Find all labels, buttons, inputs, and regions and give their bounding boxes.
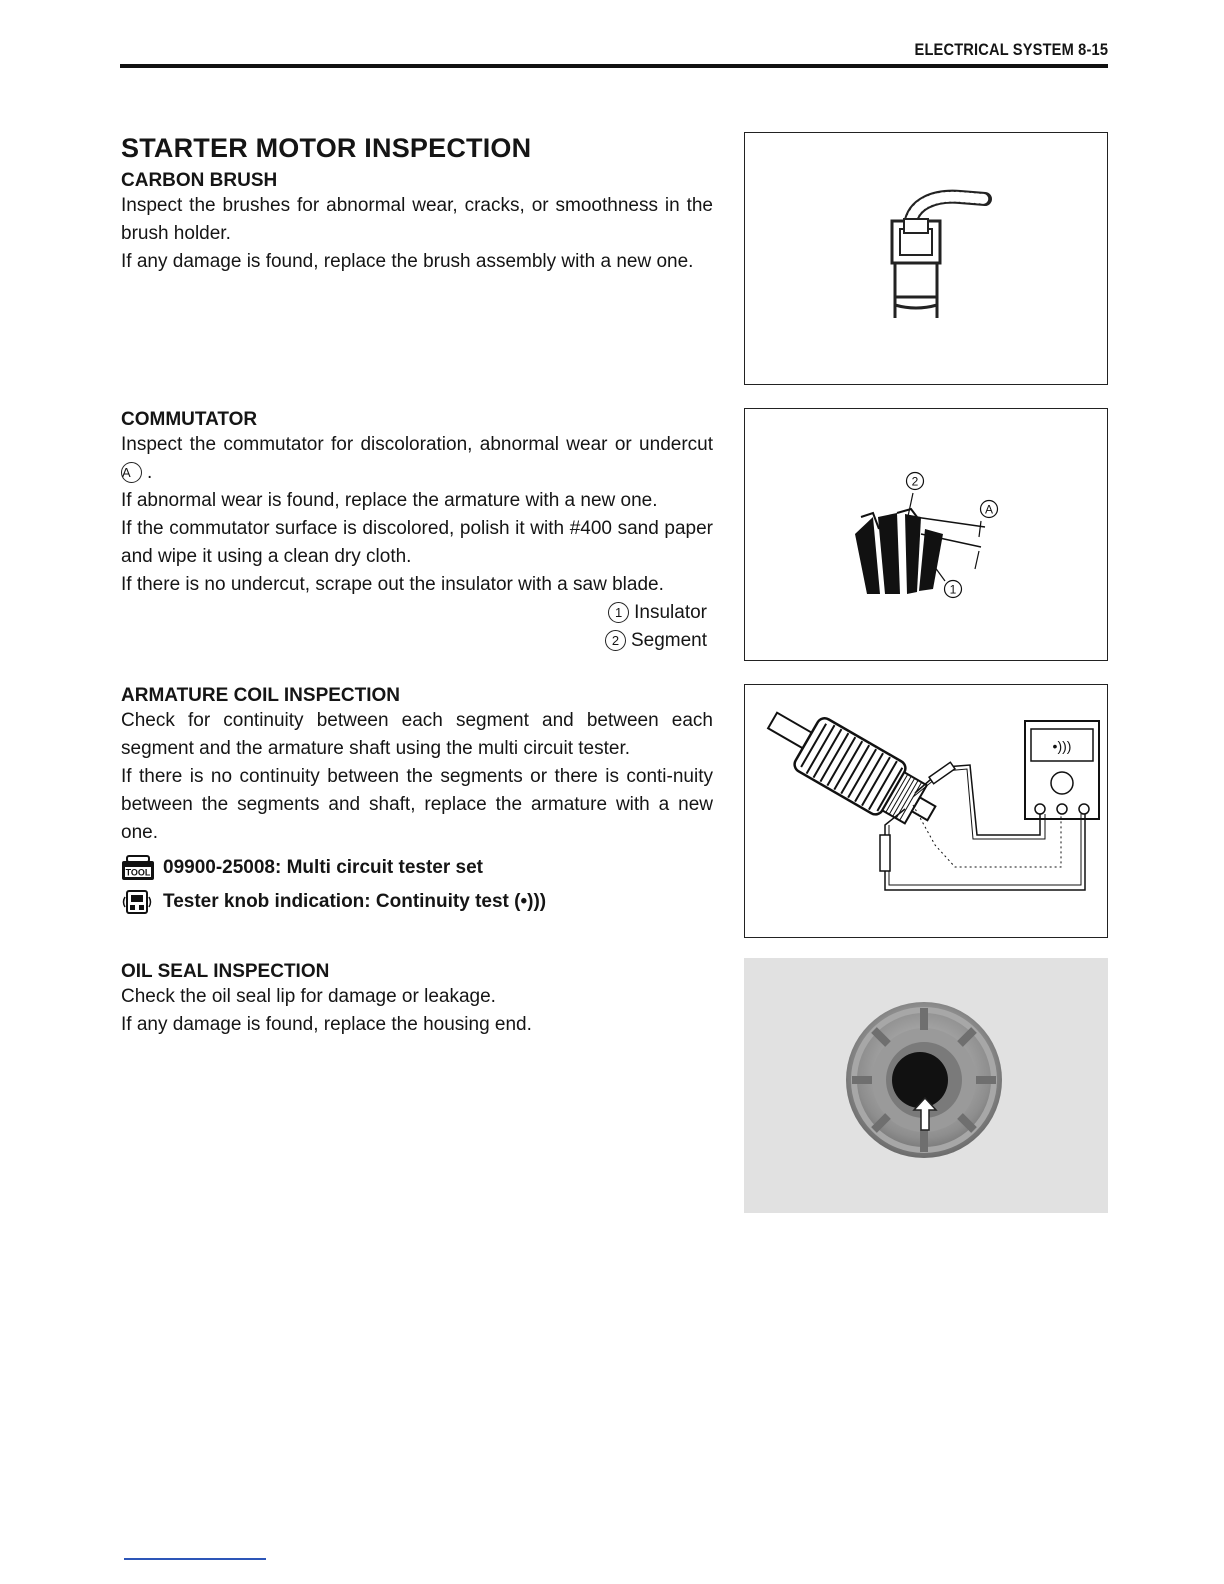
tool-requirement bbox=[121, 851, 713, 885]
footer-rule bbox=[124, 1558, 266, 1560]
knob-indication bbox=[121, 885, 713, 919]
commutator-text-2: If abnormal wear is found, replace the armature with a new one. bbox=[121, 490, 658, 511]
commutator-text-4: If there is no undercut, scrape out the insulator with a saw blade. bbox=[121, 574, 664, 595]
commutator-heading: COMMUTATOR bbox=[121, 409, 258, 430]
tool-icon-text: TOOL bbox=[125, 867, 151, 878]
commutator-illustration bbox=[745, 409, 1107, 660]
page-title: STARTER MOTOR INSPECTION bbox=[121, 133, 532, 163]
header-rule bbox=[120, 64, 1108, 68]
tester-knob-icon bbox=[121, 889, 155, 915]
legend-label-insulator: Insulator bbox=[634, 602, 707, 623]
commutator-legend-1 bbox=[121, 599, 713, 627]
knob-text: Tester knob indication: Continuity test (•))) bbox=[163, 891, 547, 912]
oil-seal-photo bbox=[744, 958, 1108, 1213]
armature-text-2: If there is no continuity between the segments or there is conti-nuity between the segments and shaft, replace the armature with a new one. bbox=[121, 766, 713, 843]
tool-text: 09900-25008: Multi circuit tester set bbox=[163, 857, 483, 878]
carbon-brush-text-2: If any damage is found, replace the brush assembly with a new one. bbox=[121, 251, 694, 272]
armature-section bbox=[121, 685, 713, 919]
armature-heading: ARMATURE COIL INSPECTION bbox=[121, 685, 401, 706]
commutator-text-1: Inspect the commutator for discoloration, abnormal wear or undercut A . bbox=[121, 434, 713, 483]
carbon-brush-illustration bbox=[745, 133, 1107, 384]
commutator-section bbox=[121, 409, 713, 655]
page-header bbox=[120, 38, 1108, 66]
figure-label-insulator: 1 bbox=[949, 582, 957, 597]
carbon-brush-heading: CARBON BRUSH bbox=[121, 170, 278, 191]
carbon-brush-text-1: Inspect the brushes for abnormal wear, cracks, or smoothness in the brush holder. bbox=[121, 195, 713, 244]
oil-seal-image bbox=[744, 958, 1108, 1213]
oil-seal-text-1: Check the oil seal lip for damage or leakage. bbox=[121, 986, 496, 1007]
carbon-brush-section bbox=[121, 133, 713, 276]
oil-seal-section bbox=[121, 961, 713, 1039]
oil-seal-heading: OIL SEAL INSPECTION bbox=[121, 961, 330, 982]
figure-label-undercut: A bbox=[984, 502, 994, 517]
commutator-legend-2 bbox=[121, 627, 713, 655]
legend-number: 2 bbox=[605, 630, 626, 651]
oil-seal-text-2: If any damage is found, replace the housing end. bbox=[121, 1014, 532, 1035]
commutator-text-3: If the commutator surface is discolored, polish it with #400 sand paper and wipe it using a clean dry cloth. bbox=[121, 518, 713, 567]
tool-icon bbox=[121, 855, 155, 881]
meter-display-text: •))) bbox=[1052, 738, 1072, 754]
header-title: ELECTRICAL SYSTEM 8-15 bbox=[914, 40, 1108, 59]
armature-tester-figure bbox=[744, 684, 1108, 938]
carbon-brush-figure bbox=[744, 132, 1108, 385]
legend-label-segment: Segment bbox=[630, 630, 707, 651]
commutator-figure bbox=[744, 408, 1108, 661]
armature-text-1: Check for continuity between each segment and between each segment and the armature shaft using the multi circuit tester. bbox=[121, 710, 713, 759]
figure-label-segment: 2 bbox=[911, 474, 919, 489]
undercut-marker: A bbox=[121, 462, 142, 483]
legend-number: 1 bbox=[608, 602, 629, 623]
armature-tester-illustration bbox=[745, 685, 1107, 937]
commutator-text-1-body: Inspect the commutator for discoloration, abnormal wear or undercut bbox=[121, 434, 713, 455]
